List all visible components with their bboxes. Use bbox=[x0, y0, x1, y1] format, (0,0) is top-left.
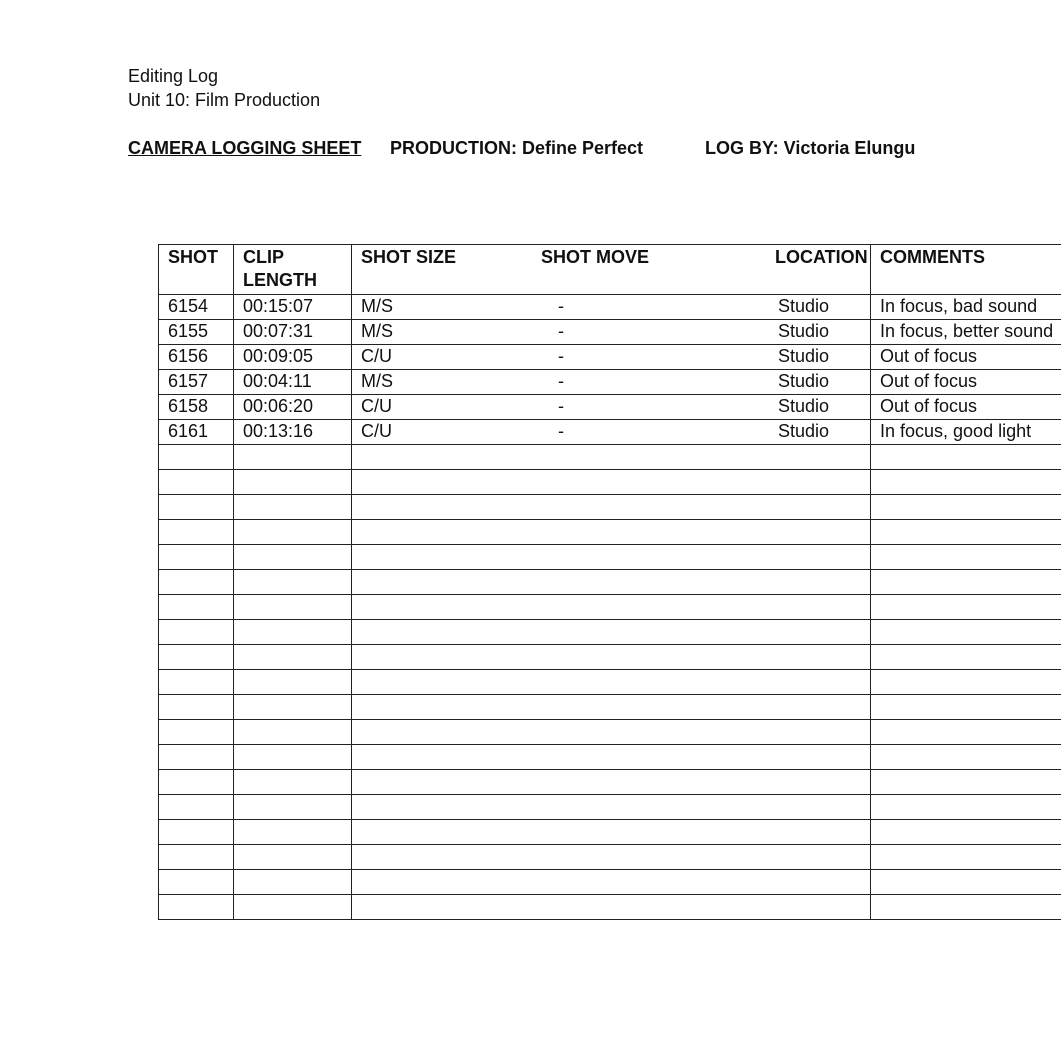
cell-comments bbox=[871, 595, 1061, 620]
cell-location: Studio bbox=[778, 396, 830, 416]
cell-size-move-location bbox=[352, 370, 871, 395]
table-row bbox=[159, 870, 1061, 895]
cell-shot: 6157 bbox=[159, 370, 234, 395]
table-row bbox=[159, 745, 1061, 770]
doc-subject: Editing Log bbox=[128, 66, 219, 86]
cell-size-move-location bbox=[352, 420, 871, 445]
table-row bbox=[159, 895, 1061, 920]
cell-clip-length bbox=[234, 820, 352, 845]
cell-comments bbox=[871, 745, 1061, 770]
cell-location: Studio bbox=[778, 346, 830, 366]
cell-size-move-location bbox=[352, 445, 871, 470]
cell-shot bbox=[159, 645, 234, 670]
cell-shot: 6155 bbox=[159, 320, 234, 345]
cell-shot bbox=[159, 670, 234, 695]
table-row bbox=[159, 645, 1061, 670]
table-row bbox=[159, 445, 1061, 470]
cell-shot bbox=[159, 870, 234, 895]
cell-shot bbox=[159, 695, 234, 720]
cell-clip-length bbox=[234, 795, 352, 820]
table-row bbox=[159, 345, 1061, 370]
cell-size-move-location bbox=[352, 595, 871, 620]
cell-shot: 6158 bbox=[159, 395, 234, 420]
table-row bbox=[159, 795, 1061, 820]
cell-clip-length bbox=[234, 445, 352, 470]
header-comments: COMMENTS bbox=[871, 245, 1061, 295]
cell-shot-move: - bbox=[558, 396, 564, 416]
cell-location: Studio bbox=[778, 371, 830, 391]
cell-clip-length bbox=[234, 495, 352, 520]
cell-location: Studio bbox=[778, 321, 830, 341]
cell-comments: Out of focus bbox=[871, 345, 1061, 370]
doc-unit: Unit 10: Film Production bbox=[128, 90, 321, 110]
cell-size-move-location bbox=[352, 345, 871, 370]
table-row bbox=[159, 620, 1061, 645]
logging-table bbox=[158, 244, 1061, 920]
cell-clip-length bbox=[234, 520, 352, 545]
cell-clip-length: 00:07:31 bbox=[234, 320, 352, 345]
cell-comments bbox=[871, 445, 1061, 470]
table-row bbox=[159, 320, 1061, 345]
table-row bbox=[159, 420, 1061, 445]
cell-clip-length bbox=[234, 570, 352, 595]
cell-shot-move: - bbox=[558, 321, 564, 341]
cell-size-move-location bbox=[352, 720, 871, 745]
cell-size-move-location bbox=[352, 545, 871, 570]
cell-clip-length: 00:15:07 bbox=[234, 295, 352, 320]
cell-comments bbox=[871, 470, 1061, 495]
cell-clip-length bbox=[234, 695, 352, 720]
cell-shot bbox=[159, 770, 234, 795]
cell-comments: Out of focus bbox=[871, 370, 1061, 395]
cell-clip-length bbox=[234, 770, 352, 795]
cell-clip-length: 00:06:20 bbox=[234, 395, 352, 420]
cell-comments bbox=[871, 845, 1061, 870]
cell-size-move-location bbox=[352, 795, 871, 820]
cell-clip-length bbox=[234, 745, 352, 770]
cell-size-move-location bbox=[352, 895, 871, 920]
table-header-row bbox=[159, 245, 1061, 295]
table-row bbox=[159, 520, 1061, 545]
cell-shot-move: - bbox=[558, 421, 564, 441]
header-location: LOCATION bbox=[775, 247, 868, 267]
cell-clip-length: 00:04:11 bbox=[234, 370, 352, 395]
cell-shot bbox=[159, 720, 234, 745]
table-row bbox=[159, 820, 1061, 845]
header-shot: SHOT bbox=[159, 245, 234, 295]
cell-shot bbox=[159, 520, 234, 545]
cell-shot: 6156 bbox=[159, 345, 234, 370]
cell-shot-size: M/S bbox=[361, 371, 394, 391]
cell-clip-length bbox=[234, 870, 352, 895]
cell-clip-length bbox=[234, 545, 352, 570]
cell-clip-length bbox=[234, 595, 352, 620]
header-clip-line1: CLIP bbox=[243, 247, 285, 267]
cell-size-move-location bbox=[352, 645, 871, 670]
cell-comments bbox=[871, 895, 1061, 920]
cell-shot bbox=[159, 570, 234, 595]
cell-shot: 6154 bbox=[159, 295, 234, 320]
cell-comments bbox=[871, 545, 1061, 570]
cell-size-move-location bbox=[352, 870, 871, 895]
table-row bbox=[159, 695, 1061, 720]
cell-shot-move: - bbox=[558, 371, 564, 391]
header-shot-move: SHOT MOVE bbox=[541, 247, 650, 267]
cell-location: Studio bbox=[778, 421, 830, 441]
cell-size-move-location bbox=[352, 770, 871, 795]
cell-clip-length bbox=[234, 645, 352, 670]
cell-shot bbox=[159, 895, 234, 920]
cell-size-move-location bbox=[352, 320, 871, 345]
cell-size-move-location bbox=[352, 395, 871, 420]
table-row bbox=[159, 595, 1061, 620]
cell-location: Studio bbox=[778, 296, 830, 316]
cell-shot-size: C/U bbox=[361, 421, 392, 441]
table-row bbox=[159, 545, 1061, 570]
cell-size-move-location bbox=[352, 620, 871, 645]
table-row bbox=[159, 295, 1061, 320]
cell-comments bbox=[871, 520, 1061, 545]
cell-comments: In focus, better sound bbox=[871, 320, 1061, 345]
header-clip-line2: LENGTH bbox=[243, 270, 317, 290]
cell-clip-length bbox=[234, 720, 352, 745]
cell-clip-length: 00:13:16 bbox=[234, 420, 352, 445]
table-body bbox=[159, 295, 1061, 920]
log-by-label: LOG BY: Victoria Elungu bbox=[705, 138, 916, 158]
cell-comments bbox=[871, 795, 1061, 820]
header-clip-length bbox=[234, 245, 352, 295]
cell-shot-size: C/U bbox=[361, 396, 392, 416]
cell-shot bbox=[159, 795, 234, 820]
cell-shot bbox=[159, 820, 234, 845]
cell-clip-length: 00:09:05 bbox=[234, 345, 352, 370]
cell-shot bbox=[159, 620, 234, 645]
table-row bbox=[159, 720, 1061, 745]
cell-comments bbox=[871, 870, 1061, 895]
cell-shot bbox=[159, 470, 234, 495]
table-row bbox=[159, 495, 1061, 520]
cell-comments bbox=[871, 670, 1061, 695]
table-row bbox=[159, 570, 1061, 595]
cell-comments bbox=[871, 770, 1061, 795]
header-shot-size: SHOT SIZE bbox=[361, 247, 457, 267]
cell-shot-size: M/S bbox=[361, 321, 394, 341]
cell-comments bbox=[871, 570, 1061, 595]
cell-shot bbox=[159, 595, 234, 620]
table-row bbox=[159, 845, 1061, 870]
cell-shot bbox=[159, 545, 234, 570]
cell-shot-size: C/U bbox=[361, 346, 392, 366]
cell-comments bbox=[871, 495, 1061, 520]
cell-shot-size: M/S bbox=[361, 296, 394, 316]
cell-comments bbox=[871, 695, 1061, 720]
cell-size-move-location bbox=[352, 745, 871, 770]
cell-size-move-location bbox=[352, 820, 871, 845]
cell-clip-length bbox=[234, 470, 352, 495]
cell-size-move-location bbox=[352, 470, 871, 495]
cell-comments: In focus, good light bbox=[871, 420, 1061, 445]
cell-comments bbox=[871, 645, 1061, 670]
cell-shot-move: - bbox=[558, 346, 564, 366]
cell-size-move-location bbox=[352, 520, 871, 545]
cell-comments bbox=[871, 620, 1061, 645]
cell-size-move-location bbox=[352, 845, 871, 870]
table-row bbox=[159, 370, 1061, 395]
cell-comments: In focus, bad sound bbox=[871, 295, 1061, 320]
cell-shot bbox=[159, 495, 234, 520]
header-size-move-location bbox=[352, 245, 871, 295]
cell-clip-length bbox=[234, 670, 352, 695]
production-label: PRODUCTION: Define Perfect bbox=[390, 138, 644, 158]
cell-size-move-location bbox=[352, 670, 871, 695]
cell-comments bbox=[871, 820, 1061, 845]
table-row bbox=[159, 770, 1061, 795]
cell-shot bbox=[159, 745, 234, 770]
sheet-title: CAMERA LOGGING SHEET bbox=[128, 138, 362, 158]
cell-clip-length bbox=[234, 845, 352, 870]
cell-size-move-location bbox=[352, 695, 871, 720]
cell-comments bbox=[871, 720, 1061, 745]
cell-clip-length bbox=[234, 895, 352, 920]
cell-size-move-location bbox=[352, 495, 871, 520]
table-row bbox=[159, 395, 1061, 420]
cell-size-move-location bbox=[352, 295, 871, 320]
cell-shot: 6161 bbox=[159, 420, 234, 445]
cell-size-move-location bbox=[352, 570, 871, 595]
cell-clip-length bbox=[234, 620, 352, 645]
table-row bbox=[159, 670, 1061, 695]
table-row bbox=[159, 470, 1061, 495]
cell-shot bbox=[159, 445, 234, 470]
cell-shot bbox=[159, 845, 234, 870]
cell-comments: Out of focus bbox=[871, 395, 1061, 420]
cell-shot-move: - bbox=[558, 296, 564, 316]
